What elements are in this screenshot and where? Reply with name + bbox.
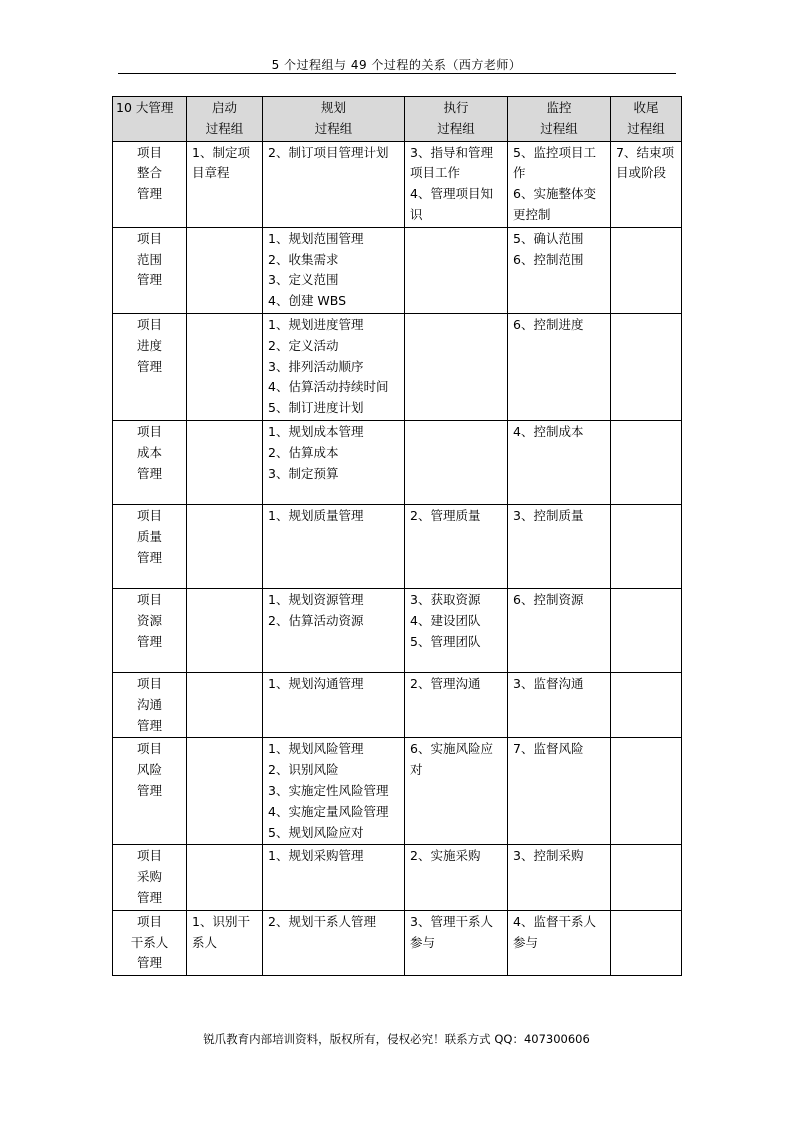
knowledge-area-label: 项目 [136, 741, 162, 757]
header-cell-closing: 收尾 过程组 [611, 97, 682, 142]
header-cell-initiating: 启动 过程组 [187, 97, 263, 142]
process-item: 3、管理干系人参与 [410, 913, 493, 950]
cell-area [113, 845, 187, 910]
table-row [113, 910, 682, 975]
knowledge-area-label: 干系人 [130, 934, 169, 950]
table-header-row [113, 97, 682, 142]
cell-planning [263, 141, 405, 227]
cell-closing [611, 420, 682, 504]
cell-executing [405, 910, 508, 975]
cell-executing [405, 420, 508, 504]
cell-closing [611, 141, 682, 227]
cell-area [113, 420, 187, 504]
process-item: 1、规划成本管理 [268, 423, 364, 439]
cell-monitoring [508, 845, 611, 910]
cell-area [113, 227, 187, 313]
cell-initiating [187, 313, 263, 420]
cell-executing [405, 141, 508, 227]
process-item: 1、规划质量管理 [268, 507, 364, 523]
table-row [113, 738, 682, 845]
cell-closing [611, 313, 682, 420]
process-item: 5、确认范围 [513, 230, 584, 246]
knowledge-area-label: 成本 [136, 444, 162, 460]
table-row [113, 141, 682, 227]
knowledge-area-label: 项目 [136, 423, 162, 439]
header-cell-monitoring: 监控 过程组 [508, 97, 611, 142]
process-item: 7、监督风险 [513, 741, 584, 757]
process-item: 3、监督沟通 [513, 675, 584, 691]
process-item: 2、估算成本 [268, 444, 339, 460]
knowledge-area-label: 采购 [136, 869, 162, 885]
cell-planning [263, 504, 405, 588]
cell-initiating [187, 141, 263, 227]
process-item: 4、建设团队 [410, 612, 481, 628]
header-cell-executing: 执行 过程组 [405, 97, 508, 142]
process-item: 4、估算活动持续时间 [268, 379, 389, 395]
process-item: 3、控制质量 [513, 507, 584, 523]
process-item: 6、控制资源 [513, 591, 584, 607]
process-item: 6、控制进度 [513, 316, 584, 332]
cell-executing [405, 504, 508, 588]
table-row [113, 420, 682, 504]
cell-area [113, 588, 187, 672]
header-cell-knowledge-areas: 10 大管理 [113, 97, 187, 142]
process-item: 4、实施定量风险管理 [268, 803, 389, 819]
cell-initiating [187, 504, 263, 588]
process-item: 3、排列活动顺序 [268, 358, 364, 374]
cell-monitoring [508, 910, 611, 975]
process-item: 2、估算活动资源 [268, 612, 364, 628]
process-item: 1、规划风险管理 [268, 741, 364, 757]
cell-executing [405, 672, 508, 737]
knowledge-area-label: 管理 [136, 717, 162, 733]
cell-initiating [187, 910, 263, 975]
cell-executing [405, 227, 508, 313]
cell-executing [405, 845, 508, 910]
process-item: 4、管理项目知识 [410, 186, 493, 222]
cell-monitoring [508, 420, 611, 504]
cell-monitoring [508, 504, 611, 588]
process-item: 4、创建 WBS [268, 293, 347, 309]
process-item: 3、制定预算 [268, 465, 339, 481]
process-item: 2、管理沟通 [410, 675, 481, 691]
process-item: 5、制订进度计划 [268, 400, 364, 416]
table-row [113, 845, 682, 910]
knowledge-area-label: 项目 [136, 913, 162, 929]
process-item: 1、规划资源管理 [268, 591, 364, 607]
process-item: 1、识别干系人 [192, 913, 250, 950]
process-item: 6、控制范围 [513, 251, 584, 267]
process-item: 2、定义活动 [268, 337, 339, 353]
cell-initiating [187, 672, 263, 737]
cell-planning [263, 313, 405, 420]
cell-area [113, 141, 187, 227]
cell-closing [611, 672, 682, 737]
knowledge-area-label: 管理 [136, 549, 162, 565]
cell-area [113, 910, 187, 975]
cell-closing [611, 738, 682, 845]
process-item: 1、规划沟通管理 [268, 675, 364, 691]
cell-area [113, 672, 187, 737]
cell-closing [611, 910, 682, 975]
cell-initiating [187, 588, 263, 672]
knowledge-area-label: 项目 [136, 507, 162, 523]
process-item: 5、管理团队 [410, 633, 481, 649]
process-item: 2、规划干系人管理 [268, 913, 376, 929]
knowledge-area-label: 资源 [136, 612, 162, 628]
cell-initiating [187, 845, 263, 910]
cell-planning [263, 910, 405, 975]
process-item: 1、规划采购管理 [268, 848, 364, 864]
process-item: 6、实施整体变更控制 [513, 186, 596, 222]
process-item: 2、制订项目管理计划 [268, 144, 389, 160]
cell-planning [263, 227, 405, 313]
process-item: 2、实施采购 [410, 848, 481, 864]
knowledge-area-label: 整合 [136, 165, 162, 181]
cell-monitoring [508, 227, 611, 313]
cell-closing [611, 504, 682, 588]
cell-area [113, 504, 187, 588]
cell-monitoring [508, 588, 611, 672]
process-item: 5、规划风险应对 [268, 824, 364, 840]
process-item: 2、管理质量 [410, 507, 481, 523]
table-row [113, 672, 682, 737]
cell-planning [263, 845, 405, 910]
knowledge-area-label: 项目 [136, 230, 162, 246]
knowledge-area-label: 管理 [136, 889, 162, 905]
process-item: 1、规划范围管理 [268, 230, 364, 246]
process-item: 3、指导和管理项目工作 [410, 144, 493, 181]
knowledge-area-label: 管理 [136, 272, 162, 288]
cell-area [113, 738, 187, 845]
cell-planning [263, 588, 405, 672]
process-item: 3、实施定性风险管理 [268, 782, 389, 798]
knowledge-area-label: 项目 [136, 316, 162, 332]
process-item: 7、结束项目或阶段 [616, 144, 674, 181]
cell-monitoring [508, 738, 611, 845]
knowledge-area-label: 管理 [136, 633, 162, 649]
table-row [113, 588, 682, 672]
knowledge-area-label: 管理 [136, 358, 162, 374]
header-divider [118, 73, 676, 74]
process-item: 4、监督干系人参与 [513, 913, 596, 950]
cell-closing [611, 588, 682, 672]
knowledge-area-label: 进度 [136, 337, 162, 353]
process-item: 5、监控项目工作 [513, 144, 596, 181]
cell-initiating [187, 420, 263, 504]
table-body [113, 141, 682, 976]
knowledge-area-label: 项目 [136, 848, 162, 864]
process-item: 4、控制成本 [513, 423, 584, 439]
knowledge-area-label: 管理 [136, 955, 162, 971]
knowledge-area-label: 项目 [136, 675, 162, 691]
process-item: 1、制定项目章程 [192, 144, 250, 181]
process-item: 1、规划进度管理 [268, 316, 364, 332]
process-item: 2、识别风险 [268, 762, 339, 778]
table-row [113, 313, 682, 420]
knowledge-area-label: 项目 [136, 591, 162, 607]
cell-planning [263, 420, 405, 504]
cell-area [113, 313, 187, 420]
cell-initiating [187, 738, 263, 845]
knowledge-area-label: 沟通 [136, 696, 162, 712]
table-row [113, 227, 682, 313]
cell-closing [611, 845, 682, 910]
footer-copyright: 锐爪教育内部培训资料，版权所有，侵权必究！联系方式 QQ：407300606 [203, 1032, 590, 1046]
header-cell-planning: 规划 过程组 [263, 97, 405, 142]
knowledge-area-label: 项目 [136, 144, 162, 160]
cell-monitoring [508, 141, 611, 227]
cell-planning [263, 672, 405, 737]
process-item: 3、获取资源 [410, 591, 481, 607]
cell-initiating [187, 227, 263, 313]
cell-closing [611, 227, 682, 313]
cell-executing [405, 738, 508, 845]
knowledge-area-label: 管理 [136, 186, 162, 202]
cell-monitoring [508, 313, 611, 420]
knowledge-area-label: 范围 [136, 251, 162, 267]
knowledge-area-label: 风险 [136, 762, 162, 778]
process-item: 2、收集需求 [268, 251, 339, 267]
knowledge-area-label: 质量 [136, 528, 162, 544]
process-group-table [112, 96, 682, 976]
knowledge-area-label: 管理 [136, 782, 162, 798]
cell-executing [405, 313, 508, 420]
page-header-title: 5 个过程组与 49 个过程的关系（西方老师） [271, 58, 522, 72]
cell-monitoring [508, 672, 611, 737]
process-item: 6、实施风险应对 [410, 741, 493, 778]
knowledge-area-label: 管理 [136, 465, 162, 481]
process-item: 3、定义范围 [268, 272, 339, 288]
cell-executing [405, 588, 508, 672]
table-row [113, 504, 682, 588]
cell-planning [263, 738, 405, 845]
process-item: 3、控制采购 [513, 848, 584, 864]
